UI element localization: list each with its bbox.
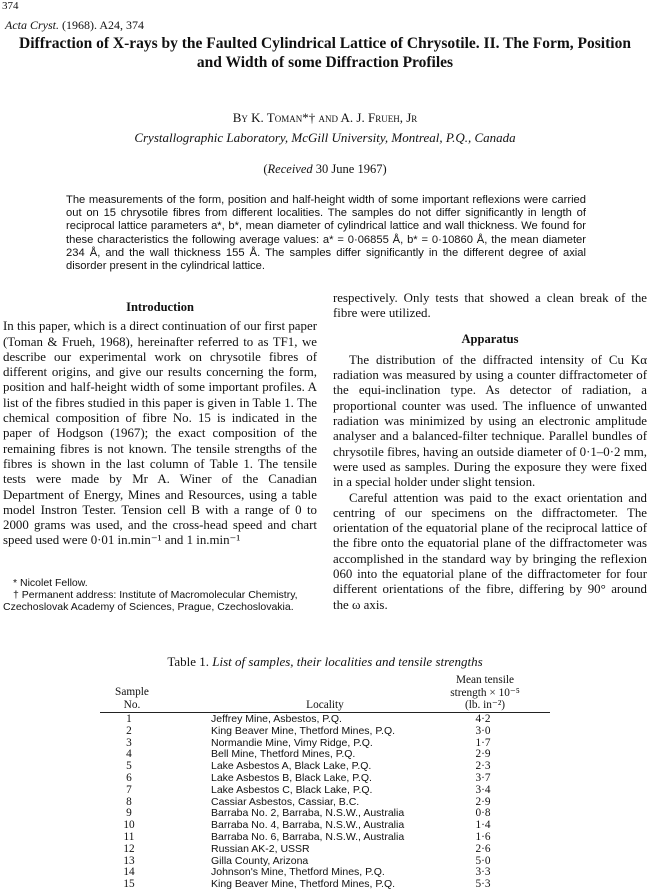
table-row [100,785,550,797]
footnote-1: * Nicolet Fellow. [13,577,88,589]
sample-locality: Johnson's Mine, Thetford Mines, P.Q. [211,866,385,879]
sample-tensile-strength: 5·3 [475,878,491,891]
apparatus-heading: Apparatus [461,331,519,346]
apparatus-paragraph-1: The distribution of the diffracted intensity of Cu Kα radiation was measured by using a counter diffractometer of the equi-inclination type. As detector of radiation, a proportional counter was used. The influence of unwanted radiation was minimized by using an electronic amplitude analyser and a balanced-filter technique. Parallel bundles of chrysotile fibres, having an outside diameter of 0·1–0·2 mm, were used as samples. During the exposure they were fixed in a special holder under slight tension. [333,352,647,490]
sample-locality: Barraba No. 6, Barraba, N.S.W., Australia [211,830,405,843]
sample-number: 9 [126,807,132,820]
sample-number: 10 [123,819,135,832]
footnote-2: † Permanent address: Institute of Macromolecular Chemistry, Czechoslovak Academy of Sciences, Prague, Czechoslovakia. [3,589,298,613]
sample-tensile-strength: 5·0 [475,854,491,867]
sample-tensile-strength: 3·3 [475,866,491,879]
header-locality: Locality [306,699,344,711]
apparatus-paragraph-2: Careful attention was paid to the exact orientation and centring of our specimens on the diffractometer. The orientation of the equatorial plane of the reciprocal lattice of the fibre onto the equatorial plane of the diffractometer was accomplished in the standard way by bringing the reflexion 060 into the equatorial plane of the diffractometer for four different orientations of the fibre, differing by 90° around the ω axis. [333,490,647,612]
footnotes [3,577,317,613]
sample-locality: Normandie Mine, Vimy Ridge, P.Q. [211,736,373,749]
sample-locality: Barraba No. 4, Barraba, N.S.W., Australia [211,819,405,832]
table-caption-label: Table 1. [167,654,210,669]
sample-number: 5 [126,760,132,773]
right-column [333,291,647,613]
table-caption [0,654,650,670]
sample-tensile-strength: 2·6 [475,842,491,855]
sample-tensile-strength: 3·0 [475,724,491,737]
journal-reference [5,18,144,33]
sample-number: 3 [126,736,132,749]
sample-locality: King Beaver Mine, Thetford Mines, P.Q. [211,878,396,891]
sample-locality: Russian AK-2, USSR [211,842,310,855]
header-tensile [425,674,545,712]
table-row [100,844,550,856]
sample-number: 15 [123,878,135,891]
sample-locality: Gilla County, Arizona [211,854,309,867]
introduction-continuation: respectively. Only tests that showed a clean break of the fibre were utilized. [333,291,647,321]
sample-tensile-strength: 3·4 [475,783,491,796]
introduction-heading: Introduction [126,300,194,314]
header-sample-no [100,686,164,711]
sample-locality: Bell Mine, Thetford Mines, P.Q. [211,748,356,761]
header-tensile-line1: Mean tensile [455,674,515,686]
abstract: The measurements of the form, position and half-height width of some important reflexions were carried out on 15 chrysotile fibres from different localities. The samples do not differ significantly in length of reciprocal lattice parameters a*, b*, mean diameter of cylindrical lattice and wall thickness. We found for these characteristics the following average values: a* = 0·06855 Å, b* = 0·10860 Å, the mean diameter 234 Å, and the wall thickness 155 Å. The samples differ significantly in the different degree of axial disorder present in the cylindrical lattice. [66,194,586,273]
author-line: By K. Toman*† and A. J. Frueh, Jr [232,110,418,125]
sample-tensile-strength: 4·2 [475,713,491,725]
table-row [100,726,550,738]
sample-number: 2 [126,724,132,737]
sample-number: 11 [123,830,135,843]
paper-title: Diffraction of X-rays by the Faulted Cylindrical Lattice of Chrysotile. II. The Form, Position and Width of some Diffraction Profiles [19,35,631,71]
affiliation: Crystallographic Laboratory, McGill University, Montreal, P.Q., Canada [134,130,516,145]
sample-locality: King Beaver Mine, Thetford Mines, P.Q. [211,724,396,737]
page-number: 374 [2,0,19,12]
sample-tensile-strength: 1·6 [475,830,491,843]
sample-number: 4 [126,748,132,761]
header-sample-line1: Sample [115,686,149,698]
received-value: 30 June 1967 [315,162,383,176]
sample-number: 13 [123,854,135,867]
received-label: Received [267,162,313,176]
header-sample-line2: No. [123,698,141,711]
table-caption-text: List of samples, their localities and tensile strengths [212,654,483,669]
journal-name: Acta Cryst. [5,18,59,32]
sample-tensile-strength: 2·3 [475,760,491,773]
sample-tensile-strength: 0·8 [475,807,491,820]
sample-locality: Barraba No. 2, Barraba, N.S.W., Australia [211,807,405,820]
header-tensile-line3: (lb. in⁻²) [464,699,506,711]
received-date: (Received 30 June 1967) [263,162,387,176]
introduction-text: In this paper, which is a direct continuation of our first paper (Toman & Frueh, 1968), hereinafter referred to as TF1, we describe our experimental work on chrysotile fibres of different origins, and give our results concerning the form, position and half-height width of some important profiles. A list of the fibres studied in this paper is given in Table 1. The chemical composition of fibre No. 15 is indicated in the paper of Hodgson (1967); the exact composition of the remaining fibres is not known. The tensile strengths of the fibres is shown in the last column of Table 1. The tensile tests were made by Mr A. Winer of the Canadian Department of Energy, Mines and Resources, using a table model Instron Tester. Tension cell B with a range of 0 to 2000 grams was used, and the cross-head speed and chart speed used were 0·01 in.min⁻¹ and 1 in.min⁻¹ [3,319,317,548]
sample-number: 1 [126,713,132,725]
table-row [100,773,550,785]
sample-number: 14 [123,866,135,879]
table-body [100,714,550,891]
sample-tensile-strength: 2·9 [475,795,491,808]
journal-citation: (1968). A24, 374 [62,18,144,32]
sample-number: 6 [126,771,132,784]
table-row [100,832,550,844]
sample-locality: Lake Asbestos A, Black Lake, P.Q. [211,760,372,773]
sample-number: 12 [123,842,135,855]
table-row [100,879,550,891]
sample-tensile-strength: 2·9 [475,748,491,761]
sample-locality: Cassiar Asbestos, Cassiar, B.C. [211,795,360,808]
sample-number: 7 [126,783,132,796]
sample-locality: Jeffrey Mine, Asbestos, P.Q. [211,713,342,725]
sample-tensile-strength: 1·7 [475,736,491,749]
sample-tensile-strength: 3·7 [475,771,491,784]
sample-locality: Lake Asbestos B, Black Lake, P.Q. [211,771,372,784]
header-tensile-line2: strength × 10⁻⁵ [450,686,520,699]
sample-number: 8 [126,795,132,808]
sample-locality: Lake Asbestos C, Black Lake, P.Q. [211,783,373,796]
sample-tensile-strength: 1·4 [475,819,491,832]
left-column [3,300,317,549]
